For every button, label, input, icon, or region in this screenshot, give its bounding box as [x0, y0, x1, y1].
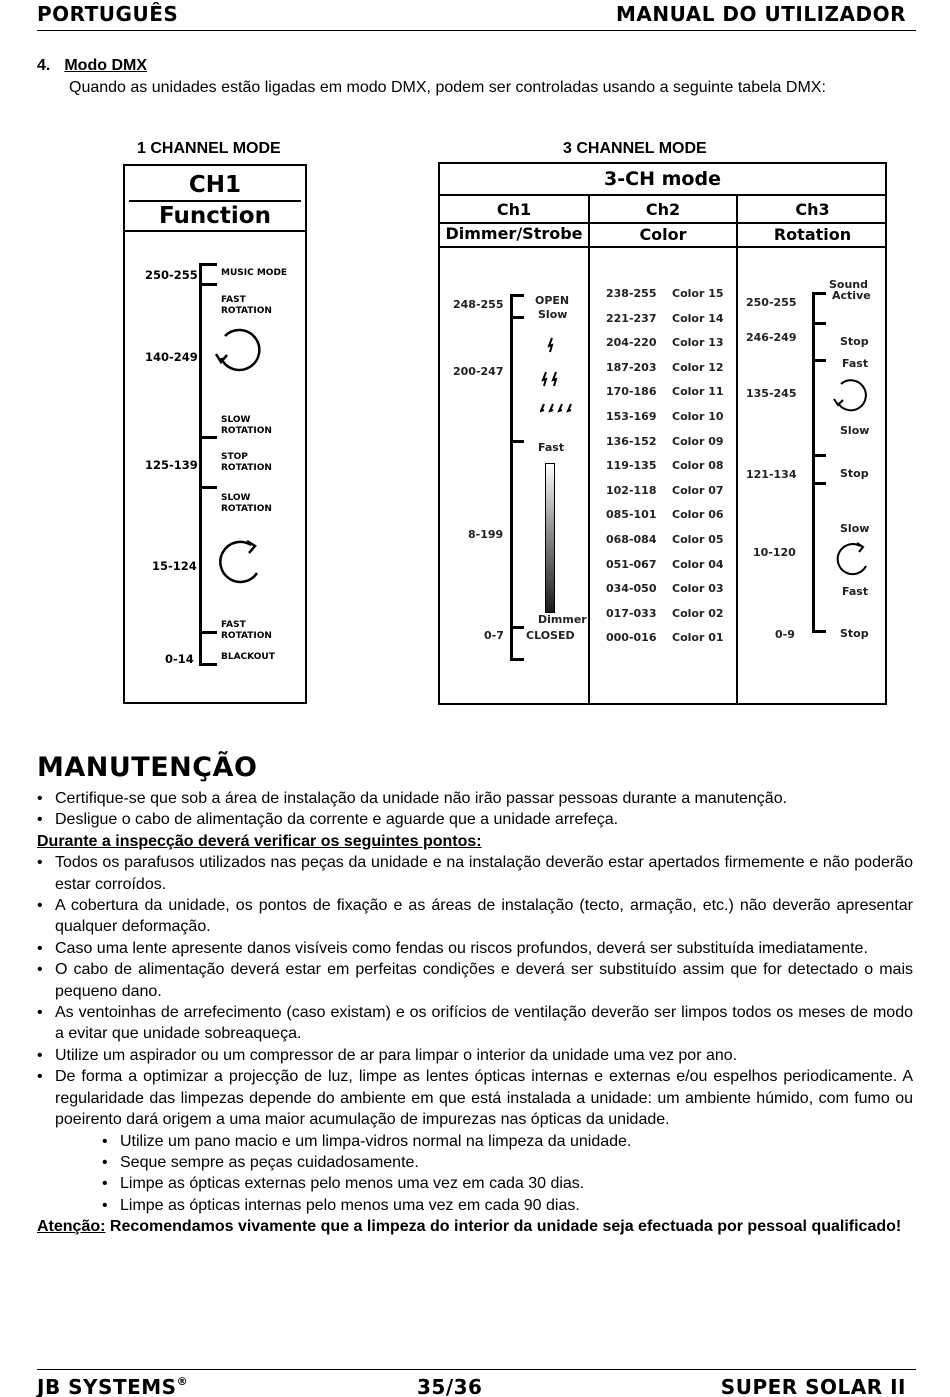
ch3-ch1-label: Dimmer	[538, 613, 587, 626]
page-footer	[37, 1369, 916, 1397]
ch3-ch3-value: 10-120	[753, 546, 796, 559]
color-range: 238-255	[606, 287, 657, 300]
strobe-flash-icons	[540, 334, 580, 414]
bullet-item: • A cobertura da unidade, os pontos de fixação e as áreas de instalação (tecto, armação, etc.) não deverão apresentar qualquer deformação.	[37, 895, 913, 938]
bullet-item: • Utilize um aspirador ou um compressor de ar para limpar o interior da unidade uma vez por ano.	[37, 1045, 913, 1066]
color-name: Color 14	[672, 311, 724, 325]
ch3-ch1-label: CLOSED	[526, 629, 575, 642]
color-range: 051-067	[606, 557, 657, 571]
sub-bullet-item: • Limpe as ópticas internas pelo menos uma vez em cada 90 dias.	[102, 1195, 913, 1216]
ch1-table-header	[125, 166, 305, 232]
ch3-mode-table	[438, 162, 887, 705]
color-range: 000-016	[606, 631, 657, 645]
ch3-ch1-value: 248-255	[453, 298, 504, 311]
sub-bullet-item: • Utilize um pano macio e um limpa-vidros normal na limpeza da unidade.	[102, 1131, 913, 1152]
attention-label: Atenção:	[37, 1218, 106, 1236]
header-language: PORTUGUÊS	[37, 2, 179, 26]
ch1-tick	[199, 486, 217, 489]
ch3-ch1-label: OPEN	[535, 294, 570, 307]
ch1-value: 15-124	[152, 559, 197, 573]
section-number: 4.	[37, 57, 51, 74]
color-name: Color 08	[672, 459, 724, 473]
ch3-channel-header: Ch3	[795, 200, 830, 219]
ch3-ch3-tick	[812, 482, 826, 485]
ch3-ch3-label: Fast	[842, 585, 869, 598]
ch3-ch1-tick	[510, 316, 524, 319]
ch3-ch1-scale-bar	[510, 294, 513, 660]
attention-text: Recomendamos vivamente que a limpeza do interior da unidade seja efectuada por pessoal qualificado!	[105, 1218, 902, 1236]
ch1-label: MUSIC MODE	[221, 268, 288, 278]
ch3-ch1-label: Fast	[538, 441, 565, 454]
ch3-function-header: Rotation	[773, 225, 852, 244]
ch3-ch3-label: Stop	[840, 467, 869, 480]
ch3-ch3-label: Slow	[840, 424, 870, 437]
color-name: Color 13	[672, 336, 724, 350]
ch3-ch3-tick	[812, 630, 826, 633]
rotation-ccw-icon	[213, 328, 267, 378]
ch3-ch3-label: Slow	[840, 522, 870, 535]
ch1-tick	[199, 263, 217, 266]
ch1-value: 0-14	[165, 652, 194, 666]
bullet-item: • As ventoinhas de arrefecimento (caso existam) e os orifícios de ventilação deverão ser limpos todos os meses de modo a evitar que unidade sobreaqueça.	[37, 1002, 913, 1045]
ch3-function-header: Dimmer/Strobe	[445, 224, 583, 243]
ch3-ch1-tick	[510, 294, 524, 297]
ch3-function-header: Color	[639, 225, 687, 244]
maintenance-title: MANUTENÇÃO	[37, 752, 258, 783]
color-name: Color 05	[672, 533, 724, 546]
rotation-cw-icon	[832, 541, 872, 581]
ch3-ch3-tick	[812, 454, 826, 457]
color-name: Color 03	[672, 582, 724, 596]
ch3-channel-header: Ch1	[496, 200, 532, 219]
header-manual-title: MANUAL DO UTILIZADOR	[616, 2, 906, 26]
ch1-header-channel: CH1	[129, 171, 301, 202]
section-intro: Quando as unidades estão ligadas em modo DMX, podem ser controladas usando a seguinte tabela DMX:	[69, 79, 826, 96]
column-divider	[736, 196, 738, 703]
ch3-ch3-value: 0-9	[775, 628, 795, 641]
rotation-ccw-icon	[832, 377, 872, 417]
color-range: 034-050	[606, 582, 657, 596]
ch1-scale-bar	[199, 263, 202, 663]
column-divider	[588, 196, 590, 703]
ch3-ch3-value: 135-245	[746, 387, 797, 400]
color-range: 153-169	[606, 410, 657, 423]
ch3-ch3-tick	[812, 292, 826, 295]
maintenance-body	[37, 788, 913, 1238]
ch3-mode-caption: 3 CHANNEL MODE	[563, 140, 707, 157]
footer-page-number: 35/36	[417, 1375, 483, 1397]
ch3-ch1-label: Slow	[538, 308, 568, 321]
color-name: Color 12	[672, 360, 724, 374]
color-name: Color 07	[672, 483, 724, 497]
section-title: Modo DMX	[64, 57, 147, 74]
color-range: 221-237	[606, 311, 657, 325]
ch3-ch3-label: Active	[832, 289, 871, 302]
color-range: 170-186	[606, 385, 657, 399]
ch1-label: STOP ROTATION	[221, 452, 272, 473]
inspection-heading: Durante a inspecção deverá verificar os seguintes pontos:	[37, 832, 482, 850]
section-heading	[37, 57, 147, 75]
bullet-item: • Certifique-se que sob a área de instalação da unidade não irão passar pessoas durante a manutenção.	[37, 788, 913, 809]
ch1-tick	[199, 283, 217, 286]
sub-bullet-item: • Limpe as ópticas externas pelo menos uma vez em cada 30 dias.	[102, 1173, 913, 1194]
ch1-label: FAST ROTATION	[221, 295, 272, 316]
ch1-tick	[199, 663, 217, 666]
ch3-ch3-tick	[812, 322, 826, 325]
ch3-ch1-value: 200-247	[453, 365, 504, 378]
color-range: 085-101	[606, 508, 657, 522]
color-range: 136-152	[606, 434, 657, 448]
color-name: Color 11	[672, 385, 724, 399]
color-range: 119-135	[606, 459, 657, 473]
color-name: Color 09	[672, 434, 724, 448]
color-range: 017-033	[606, 606, 657, 620]
ch3-table-title: 3-CH mode	[440, 164, 885, 196]
ch3-ch3-label: Fast	[842, 357, 869, 370]
color-name: Color 04	[672, 557, 724, 571]
bullet-item: • Desligue o cabo de alimentação da corrente e aguarde que a unidade arrefeça.	[37, 809, 913, 830]
footer-brand-name: JB SYSTEMS	[37, 1375, 177, 1397]
ch3-channel-header: Ch2	[645, 200, 681, 219]
ch1-value: 140-249	[145, 350, 198, 364]
ch3-ch3-value: 250-255	[746, 296, 797, 309]
color-range: 187-203	[606, 360, 657, 374]
ch1-header-function: Function	[158, 203, 271, 229]
ch1-tick	[199, 436, 217, 439]
ch3-ch3-tick	[812, 359, 826, 362]
footer-product-name: SUPER SOLAR II	[720, 1375, 906, 1397]
ch1-mode-table	[123, 164, 307, 704]
color-name: Color 10	[672, 410, 724, 423]
color-range: 204-220	[606, 336, 657, 350]
ch3-ch3-label: Stop	[840, 627, 869, 640]
ch1-value: 250-255	[145, 268, 198, 282]
ch1-tick	[199, 631, 217, 634]
color-range: 102-118	[606, 483, 657, 497]
bullet-item: • De forma a optimizar a projecção de luz, limpe as lentes ópticas internas e externas e/ou espelhos periodicamente. A regularidade das limpezas depende do ambiente em que está instalada a unidade: um ambiente húmido, com fumo ou poeirento dará origem a uma maior acumulação de impurezas nas ópticas da unidade.	[37, 1066, 913, 1130]
ch1-value: 125-139	[145, 458, 198, 472]
color-name: Color 01	[672, 631, 724, 645]
rotation-cw-icon	[213, 539, 267, 593]
ch3-ch3-value: 246-249	[746, 331, 797, 344]
ch3-ch1-tick	[510, 440, 524, 443]
color-range: 068-084	[606, 533, 657, 546]
ch3-ch3-scale-bar	[812, 292, 815, 632]
ch3-ch1-value: 8-199	[468, 528, 504, 541]
footer-brand	[37, 1375, 188, 1397]
color-name: Color 06	[672, 508, 724, 522]
page-header	[37, 0, 916, 31]
ch1-label: SLOW ROTATION	[221, 415, 272, 436]
ch3-ch3-label: Stop	[840, 335, 869, 348]
ch1-mode-caption: 1 CHANNEL MODE	[137, 140, 281, 157]
bullet-item: • O cabo de alimentação deverá estar em perfeitas condições e deverá ser substituído assim que for detectado o mais pequeno dano.	[37, 959, 913, 1002]
row-divider	[440, 246, 885, 248]
ch3-ch1-tick	[510, 658, 524, 661]
color-name: Color 15	[672, 287, 724, 300]
bullet-item: • Todos os parafusos utilizados nas peças da unidade e na instalação deverão estar apertados firmemente e não poderão estar corroídos.	[37, 852, 913, 895]
ch3-ch3-label: Sound	[829, 278, 869, 291]
ch1-label: FAST ROTATION	[221, 620, 272, 641]
ch3-ch3-value: 121-134	[746, 468, 797, 481]
ch3-ch1-value: 0-7	[484, 629, 504, 642]
registered-mark: ®	[176, 1375, 189, 1388]
sub-bullet-item: • Seque sempre as peças cuidadosamente.	[102, 1152, 913, 1173]
ch1-label: SLOW ROTATION	[221, 493, 272, 514]
attention-note	[37, 1216, 913, 1237]
bullet-item: • Caso uma lente apresente danos visíveis como fendas ou riscos profundos, deverá ser substituída imediatamente.	[37, 938, 913, 959]
dimmer-gradient-bar	[545, 463, 555, 613]
color-name: Color 02	[672, 606, 724, 620]
ch1-label: BLACKOUT	[221, 652, 275, 662]
ch3-ch1-tick	[510, 626, 524, 629]
